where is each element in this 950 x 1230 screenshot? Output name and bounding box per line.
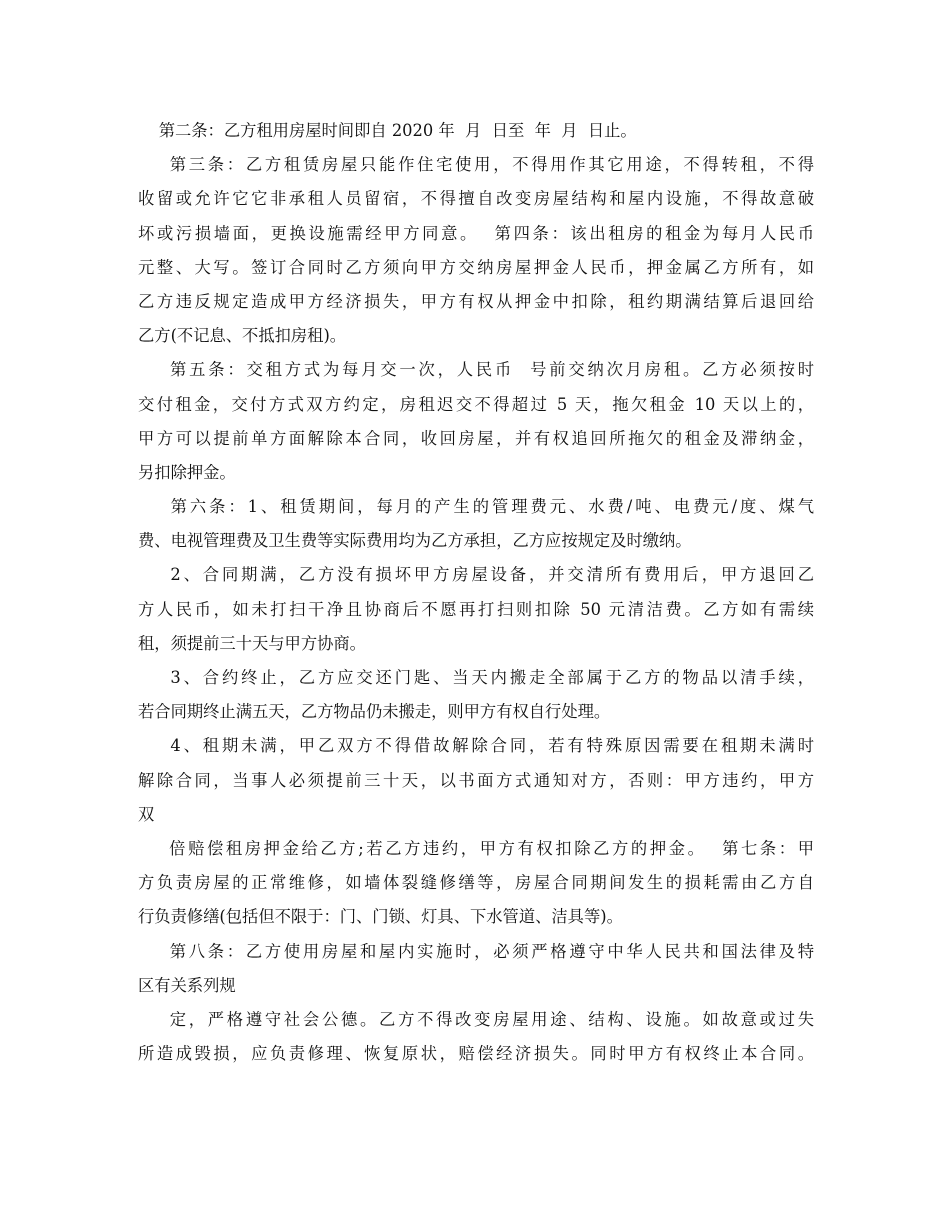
text-line: 收留或允许它它非承租人员留宿，不得擅自改变房屋结构和屋内设施，不得故意破 (138, 189, 814, 209)
text-line: 所造成毁损，应负责修理、恢复原状，赔偿经济损失。同时甲方有权终止本合同。 (138, 1044, 814, 1064)
text-line: 倍赔偿租房押金给乙方;若乙方违约，甲方有权扣除乙方的押金。 第七条：甲 (138, 838, 814, 858)
text-line: 行负责修缮(包括但不限于：门、门锁、灯具、下水管道、洁具等)。 (138, 907, 623, 927)
text-line: 方负责房屋的正常维修，如墙体裂缝修缮等，房屋合同期间发生的损耗需由乙方自 (138, 873, 814, 893)
text-line: 乙方违反规定造成甲方经济损失，甲方有权从押金中扣除，租约期满结算后退回给 (138, 291, 814, 311)
text-line: 解除合同，当事人必须提前三十天，以书面方式通知对方，否则：甲方违约，甲方 (138, 770, 814, 790)
text-line: 元整、大写。签订合同时乙方须向甲方交纳房屋押金人民币，押金属乙方所有，如 (138, 257, 814, 277)
text-line: 乙方(不记息、不抵扣房租)。 (138, 326, 347, 346)
text-line: 甲方可以提前单方面解除本合同，收回房屋，并有权追回所拖欠的租金及滞纳金， (138, 428, 814, 448)
text-line: 第六条：1、租赁期间，每月的产生的管理费元、水费/吨、电费元/度、煤气 (138, 497, 814, 517)
text-line: 第五条：交租方式为每月交一次，人民币 号前交纳次月房租。乙方必须按时 (138, 360, 814, 380)
text-line: 第八条：乙方使用房屋和屋内实施时，必须严格遵守中华人民共和国法律及特 (138, 941, 814, 961)
text-line: 另扣除押金。 (138, 462, 236, 482)
text-line: 2、合同期满，乙方没有损坏甲方房屋设备，并交清所有费用后，甲方退回乙 (138, 565, 814, 585)
text-line: 4、租期未满，甲乙双方不得借故解除合同，若有特殊原因需要在租期未满时 (138, 736, 814, 756)
text-line: 第三条：乙方租赁房屋只能作住宅使用，不得用作其它用途，不得转租，不得 (138, 155, 814, 175)
text-line: 双 (138, 804, 155, 824)
text-line: 费、电视管理费及卫生费等实际费用均为乙方承担，乙方应按规定及时缴纳。 (138, 531, 692, 551)
text-line: 租，须提前三十天与甲方协商。 (138, 633, 366, 653)
text-line: 定，严格遵守社会公德。乙方不得改变房屋用途、结构、设施。如故意或过失 (138, 1009, 814, 1029)
document-body (138, 114, 814, 1071)
text-line: 3、合约终止，乙方应交还门匙、当天内搬走全部属于乙方的物品以清手续， (138, 668, 814, 687)
text-line: 方人民币，如未打扫干净且协商后不愿再打扫则扣除 50 元清洁费。乙方如有需续 (138, 599, 814, 619)
text-line: 坏或污损墙面，更换设施需经甲方同意。 第四条：该出租房的租金为每月人民币 (138, 223, 814, 243)
text-line: 交付租金，交付方式双方约定，房租迟交不得超过 5 天，拖欠租金 10 天以上的， (138, 394, 814, 414)
text-line: 区有关系列规 (138, 975, 236, 995)
text-line: 第二条：乙方租用房屋时间即自 2020 年 月 日至 年 月 日止。 (138, 121, 637, 140)
text-line: 若合同期终止满五天，乙方物品仍未搬走，则甲方有权自行处理。 (138, 702, 611, 722)
